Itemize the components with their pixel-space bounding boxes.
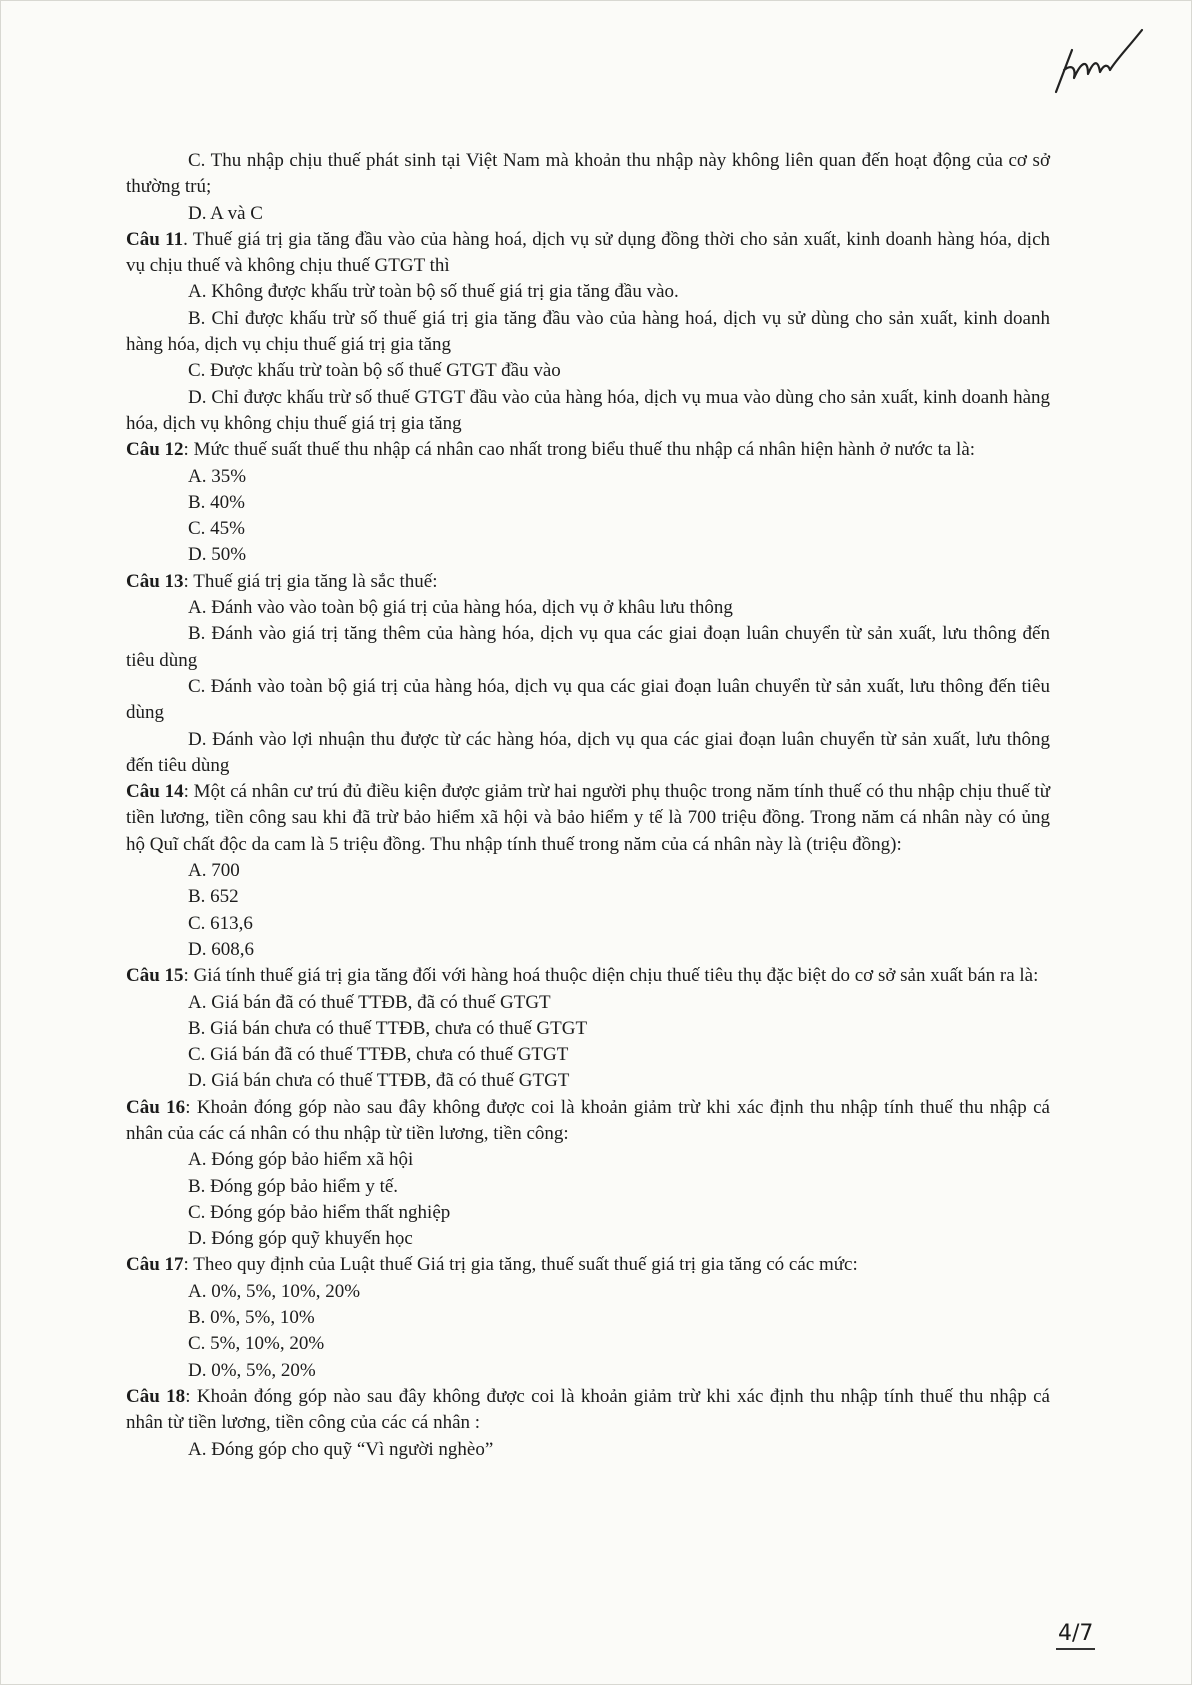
answer-option: A. 700 bbox=[188, 860, 240, 882]
question-block bbox=[126, 1095, 1050, 1253]
answer-option: C. 5%, 10%, 20% bbox=[188, 1333, 325, 1355]
question-label: Câu 17 bbox=[126, 1254, 184, 1276]
question-text: : Mức thuế suất thuế thu nhập cá nhân cao nhất trong biểu thuế thu nhập cá nhân hiện hành ở nước ta là: bbox=[183, 439, 976, 461]
question-label: Câu 12 bbox=[126, 439, 184, 461]
answer-option: A. Không được khấu trừ toàn bộ số thuế giá trị gia tăng đầu vào. bbox=[188, 281, 679, 303]
question-label: Câu 13 bbox=[126, 570, 184, 592]
answer-option: B. Giá bán chưa có thuế TTĐB, chưa có thuế GTGT bbox=[188, 1017, 588, 1039]
answer-option: C. 613,6 bbox=[188, 912, 253, 934]
question-stem bbox=[126, 569, 1050, 595]
question-block bbox=[126, 963, 1050, 1094]
answer-option: A. Đóng góp cho quỹ “Vì người nghèo” bbox=[188, 1438, 494, 1460]
question-stem bbox=[126, 1384, 1050, 1437]
question-text: : Khoản đóng góp nào sau đây không được coi là khoản giảm trừ khi xác định thu nhập tính thuế thu nhập cá nhân của các cá nhân có thu nhập từ tiền lương, tiền công: bbox=[126, 1096, 1050, 1144]
question-text: : Thuế giá trị gia tăng là sắc thuế: bbox=[183, 570, 438, 592]
previous-question-continuation bbox=[126, 148, 1050, 227]
answer-option: B. Chỉ được khấu trừ số thuế giá trị gia tăng đầu vào của hàng hoá, dịch vụ sử dùng cho sản xuất, kinh doanh hàng hóa, dịch vụ chịu thuế giá trị gia tăng bbox=[126, 307, 1050, 356]
answer-option: D. 0%, 5%, 20% bbox=[188, 1359, 316, 1381]
answer-option: A. Đóng góp bảo hiểm xã hội bbox=[188, 1149, 414, 1171]
answer-option: C. Giá bán đã có thuế TTĐB, chưa có thuế GTGT bbox=[188, 1044, 569, 1066]
question-stem bbox=[126, 1252, 1050, 1278]
answer-option: A. Giá bán đã có thuế TTĐB, đã có thuế GTGT bbox=[188, 991, 551, 1013]
answer-option: C. Được khấu trừ toàn bộ số thuế GTGT đầu vào bbox=[188, 360, 561, 382]
answer-option: C. 45% bbox=[188, 518, 245, 540]
question-block bbox=[126, 779, 1050, 963]
answer-option: C. Đóng góp bảo hiểm thất nghiệp bbox=[188, 1201, 451, 1223]
question-list bbox=[126, 227, 1050, 1463]
question-text: : Theo quy định của Luật thuế Giá trị gia tăng, thuế suất thuế giá trị gia tăng có các mức: bbox=[183, 1254, 858, 1276]
question-text: : Khoản đóng góp nào sau đây không được coi là khoản giảm trừ khi xác định thu nhập tính thuế thu nhập cá nhân từ tiền lương, tiền công của các cá nhân : bbox=[126, 1385, 1050, 1434]
question-block bbox=[126, 227, 1050, 437]
answer-option: D. 50% bbox=[188, 544, 247, 566]
question-text: : Giá tính thuế giá trị gia tăng đối với hàng hoá thuộc diện chịu thuế tiêu thụ đặc biệt do cơ sở sản xuất bán ra là: bbox=[183, 965, 1039, 987]
question-label: Câu 15 bbox=[126, 965, 184, 987]
question-label: Câu 16 bbox=[126, 1096, 186, 1118]
question-stem bbox=[126, 1095, 1050, 1148]
answer-option: C. Đánh vào toàn bộ giá trị của hàng hóa, dịch vụ qua các giai đoạn luân chuyển từ sản xuất, lưu thông đến tiêu dùng bbox=[126, 675, 1050, 724]
question-stem bbox=[126, 963, 1050, 989]
question-stem bbox=[126, 779, 1050, 858]
option-text: C. Thu nhập chịu thuế phát sinh tại Việt Nam mà khoản thu nhập này không liên quan đến hoạt động của cơ sở thường trú; bbox=[126, 150, 1050, 198]
answer-option: D. Giá bán chưa có thuế TTĐB, đã có thuế GTGT bbox=[188, 1070, 570, 1092]
question-text: : Một cá nhân cư trú đủ điều kiện được giảm trừ hai người phụ thuộc trong năm tính thuế có thu nhập chịu thuế từ tiền lương, tiền công sau khi đã trừ bảo hiểm xã hội và bảo hiểm y tế là 700 triệu đồng. Trong năm cá nhân này có ủng hộ Quĩ chất độc da cam là 5 triệu đồng. Thu nhập tính thuế trong năm của cá nhân này là (triệu đồng): bbox=[126, 781, 1050, 855]
exam-content bbox=[126, 148, 1050, 1463]
answer-option: A. 35% bbox=[188, 465, 247, 487]
page-number: 4/7 bbox=[1056, 1620, 1095, 1650]
question-block bbox=[126, 1252, 1050, 1383]
question-label: Câu 11 bbox=[126, 228, 184, 250]
answer-option: B. Đánh vào giá trị tăng thêm của hàng hóa, dịch vụ qua các giai đoạn luân chuyển từ sản xuất, lưu thông đến tiêu dùng bbox=[126, 623, 1050, 671]
handwritten-signature-icon bbox=[1042, 20, 1152, 100]
question-block bbox=[126, 437, 1050, 568]
answer-option: D. Đánh vào lợi nhuận thu được từ các hàng hóa, dịch vụ qua các giai đoạn luân chuyển từ sản xuất, lưu thông đến tiêu dùng bbox=[126, 728, 1050, 776]
question-stem bbox=[126, 437, 1050, 463]
answer-option: D. 608,6 bbox=[188, 938, 254, 960]
question-block bbox=[126, 569, 1050, 779]
answer-option: A. 0%, 5%, 10%, 20% bbox=[188, 1280, 361, 1302]
answer-option: B. 40% bbox=[188, 491, 245, 513]
question-label: Câu 18 bbox=[126, 1385, 186, 1407]
question-stem bbox=[126, 227, 1050, 280]
answer-option: A. Đánh vào vào toàn bộ giá trị của hàng hóa, dịch vụ ở khâu lưu thông bbox=[188, 597, 733, 619]
question-label: Câu 14 bbox=[126, 781, 184, 803]
question-text: . Thuế giá trị gia tăng đầu vào của hàng hoá, dịch vụ sử dụng đồng thời cho sản xuất, kinh doanh hàng hóa, dịch vụ chịu thuế và không chịu thuế GTGT thì bbox=[126, 228, 1050, 277]
answer-option: B. 652 bbox=[188, 886, 239, 908]
answer-option: B. Đóng góp bảo hiểm y tế. bbox=[188, 1175, 399, 1197]
option-text: D. A và C bbox=[188, 202, 263, 224]
answer-option: D. Đóng góp quỹ khuyến học bbox=[188, 1228, 413, 1250]
answer-option: B. 0%, 5%, 10% bbox=[188, 1307, 315, 1329]
question-block bbox=[126, 1384, 1050, 1463]
answer-option: D. Chỉ được khấu trừ số thuế GTGT đầu vào của hàng hóa, dịch vụ mua vào dùng cho sản xuất, kinh doanh hàng hóa, dịch vụ không chịu thuế giá trị gia tăng bbox=[126, 386, 1050, 434]
